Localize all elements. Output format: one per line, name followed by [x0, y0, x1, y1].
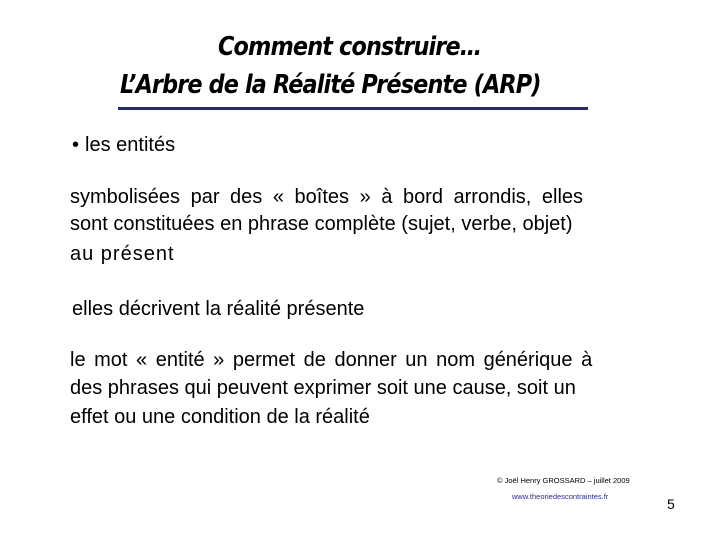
- bullet-text: les entités: [85, 134, 176, 156]
- slide-title-line-2: L’Arbre de la Réalité Présente (ARP): [120, 70, 541, 100]
- paragraph-3-line-1: le mot « entité » permet de donner un nom générique à: [70, 349, 593, 371]
- paragraph-1-line-3: au présent: [70, 243, 175, 265]
- paragraph-3-line-3: effet ou une condition de la réalité: [70, 406, 370, 428]
- paragraph-3-line-2: des phrases qui peuvent exprimer soit une cause, soit un: [70, 377, 576, 399]
- slide-number: 5: [667, 496, 675, 512]
- footer-credit: © Joël Henry GROSSARD – juillet 2009: [497, 476, 630, 485]
- slide-title-line-1: Comment construire…: [218, 32, 482, 62]
- paragraph-2-line-1: elles décrivent la réalité présente: [72, 298, 365, 320]
- title-underline: [118, 107, 588, 110]
- footer-url-link[interactable]: www.theoriedescontraintes.fr: [512, 492, 609, 501]
- paragraph-1-line-2: sont constituées en phrase complète (sujet, verbe, objet): [70, 213, 573, 235]
- bullet-item: [72, 132, 175, 158]
- paragraph-1-line-1: symbolisées par des « boîtes » à bord arrondis, elles: [70, 186, 584, 208]
- bullet-icon: •: [72, 134, 80, 156]
